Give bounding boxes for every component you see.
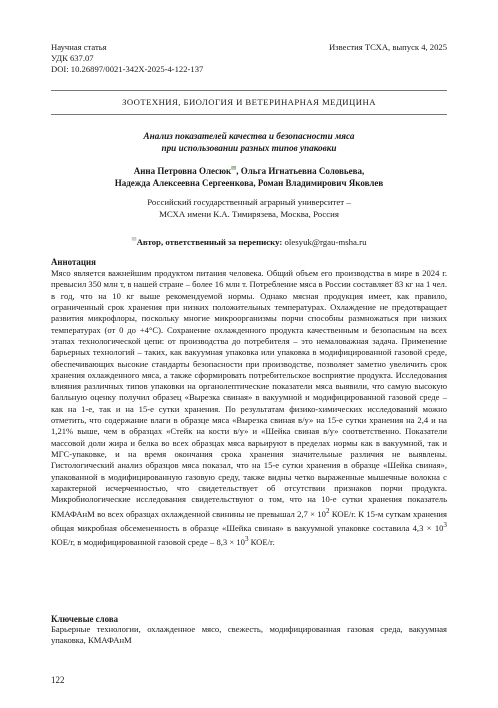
- keywords-heading: Ключевые слова: [51, 614, 119, 624]
- abstract-exp-2: 3: [443, 520, 447, 529]
- doi[interactable]: DOI: 10.26897/0021-342X-2025-4-122-137: [51, 64, 204, 75]
- affiliation: [51, 196, 447, 220]
- author-list: [51, 163, 447, 189]
- abstract-part-d: КОЕ/г.: [248, 536, 275, 547]
- article-title: [51, 130, 447, 154]
- affiliation-line-2: МСХА имени К.А. Тимирязева, Москва, Россия: [159, 209, 339, 219]
- udc-code: УДК 637.07: [51, 53, 94, 64]
- abstract-part-a: Мясо является важнейшим продуктом питания человека. Общий объем его производства в мире в 2024 г. превысил 350 млн т, в нашей стране – более 16 млн т. Потребление мяса в России составляет 83 кг на 1 чел. в год, что на 10 кг выше рекомендуемой нормы. Однако мясная продукция имеет, как правило, ограниченный срок хранения при низких положительных температурах. Охлаждение не предотвращает развития микрофлоры, поскольку многие микроорганизмы порчи способны размножаться при низких температурах (от 0 до +4°С). Сохранение охлажденного продукта качественным и безопасным на всех этапах технологической цепи: от производства до потребителя – это немаловажная задача. Применение барьерных технологий – таких, как вакуумная упаковка или упаковка в модифицированной газовой среде, обеспечивающих высокие стандарты безопасности при производстве, позволяет заметно увеличить срок хранения охлажденного мяса, а также сформировать потребительское восприятие продукта. Исследования влияния различных типов упаковки на органолептические показатели мяса выявили, что самую высокую балльную оценку получил образец «Вырезка свиная» в вакуумной и модифицированной газовой среде – как на 1-е, так и на 15-е сутки хранения. По результатам физико-химических исследований можно отметить, что содержание влаги в образце мяса «Вырезка свиная в/у» на 15-е сутки хранения на 2,4 и на 1,21% выше, чем в образцах «Стейк на кости в/у» и «Шейка свиная в/у» соответственно. Показатели массовой доли жира и белка во всех образцах мяса варьируют в пределах нормы как в вакуумной, так и МГС-упаковке, и на время окончания срока хранения значительные различия не выявлены. Гистологический анализ образцов мяса показал, что на 15-е сутки хранения в образце «Шейка свиная», упакованной в модифицированную газовую среду, также видны четко выраженные мышечные волокна с характерной исчерченностью, что свидетельствует об отсутствии признаков порчи продукта. Микробиологические исследования свидетельствуют о том, что на 10-е сутки хранения показатель КМАФАнМ во всех образцах охлажденной свинины не превышал 2,7 × 10: [51, 268, 447, 519]
- author-name: Анна Петровна Олесюк: [133, 166, 232, 176]
- envelope-icon: ✉: [131, 237, 137, 243]
- keywords-text: Барьерные технологии, охлажденное мясо, свежесть, модифицированная газовая среда, вакуумная упаковка, КМАФАнМ: [51, 624, 447, 646]
- article-type: Научная статья: [51, 42, 107, 52]
- abstract-part-b: КОЕ/г. К 15-м суткам хранения общая микробная обсемененность в образце «Шейка свиная» в вакуумной упаковке составила 4,3 × 10: [51, 508, 447, 533]
- affiliation-line-1: Российский государственный аграрный университет –: [147, 197, 351, 207]
- abstract-exp-1: 2: [325, 506, 330, 515]
- author-names-rest: , Ольга Игнатьевна Соловьева,: [236, 166, 365, 176]
- abstract-part-c: КОЕ/г, в модифицированной газовой среде – 8,3 × 10: [51, 536, 245, 547]
- header-rule-top: [51, 90, 447, 91]
- correspondence-email[interactable]: olesyuk@rgau-msha.ru: [284, 236, 367, 247]
- author-line-1: [51, 163, 447, 177]
- correspondence: [51, 234, 447, 248]
- envelope-icon: ✉: [231, 166, 237, 172]
- section-heading: ЗООТЕХНИЯ, БИОЛОГИЯ И ВЕТЕРИНАРНАЯ МЕДИЦИНА: [122, 97, 376, 107]
- correspondence-label: Автор, ответственный за переписку:: [136, 236, 283, 247]
- journal-issue: Известия ТСХА, выпуск 4, 2025: [328, 42, 447, 52]
- article-meta: [51, 42, 203, 76]
- author-line-2: Надежда Алексеевна Сергеенкова, Роман Владимирович Яковлев: [114, 178, 384, 188]
- header-rule-bottom: [51, 114, 447, 115]
- abstract-heading: Аннотация: [51, 257, 96, 267]
- abstract-text: [51, 268, 447, 548]
- title-line-1: Анализ показателей качества и безопасности мяса: [143, 131, 355, 141]
- abstract-exp-3: 3: [244, 534, 249, 543]
- title-line-2: при использовании разных типов упаковки: [161, 143, 337, 153]
- page-number: 122: [51, 675, 65, 685]
